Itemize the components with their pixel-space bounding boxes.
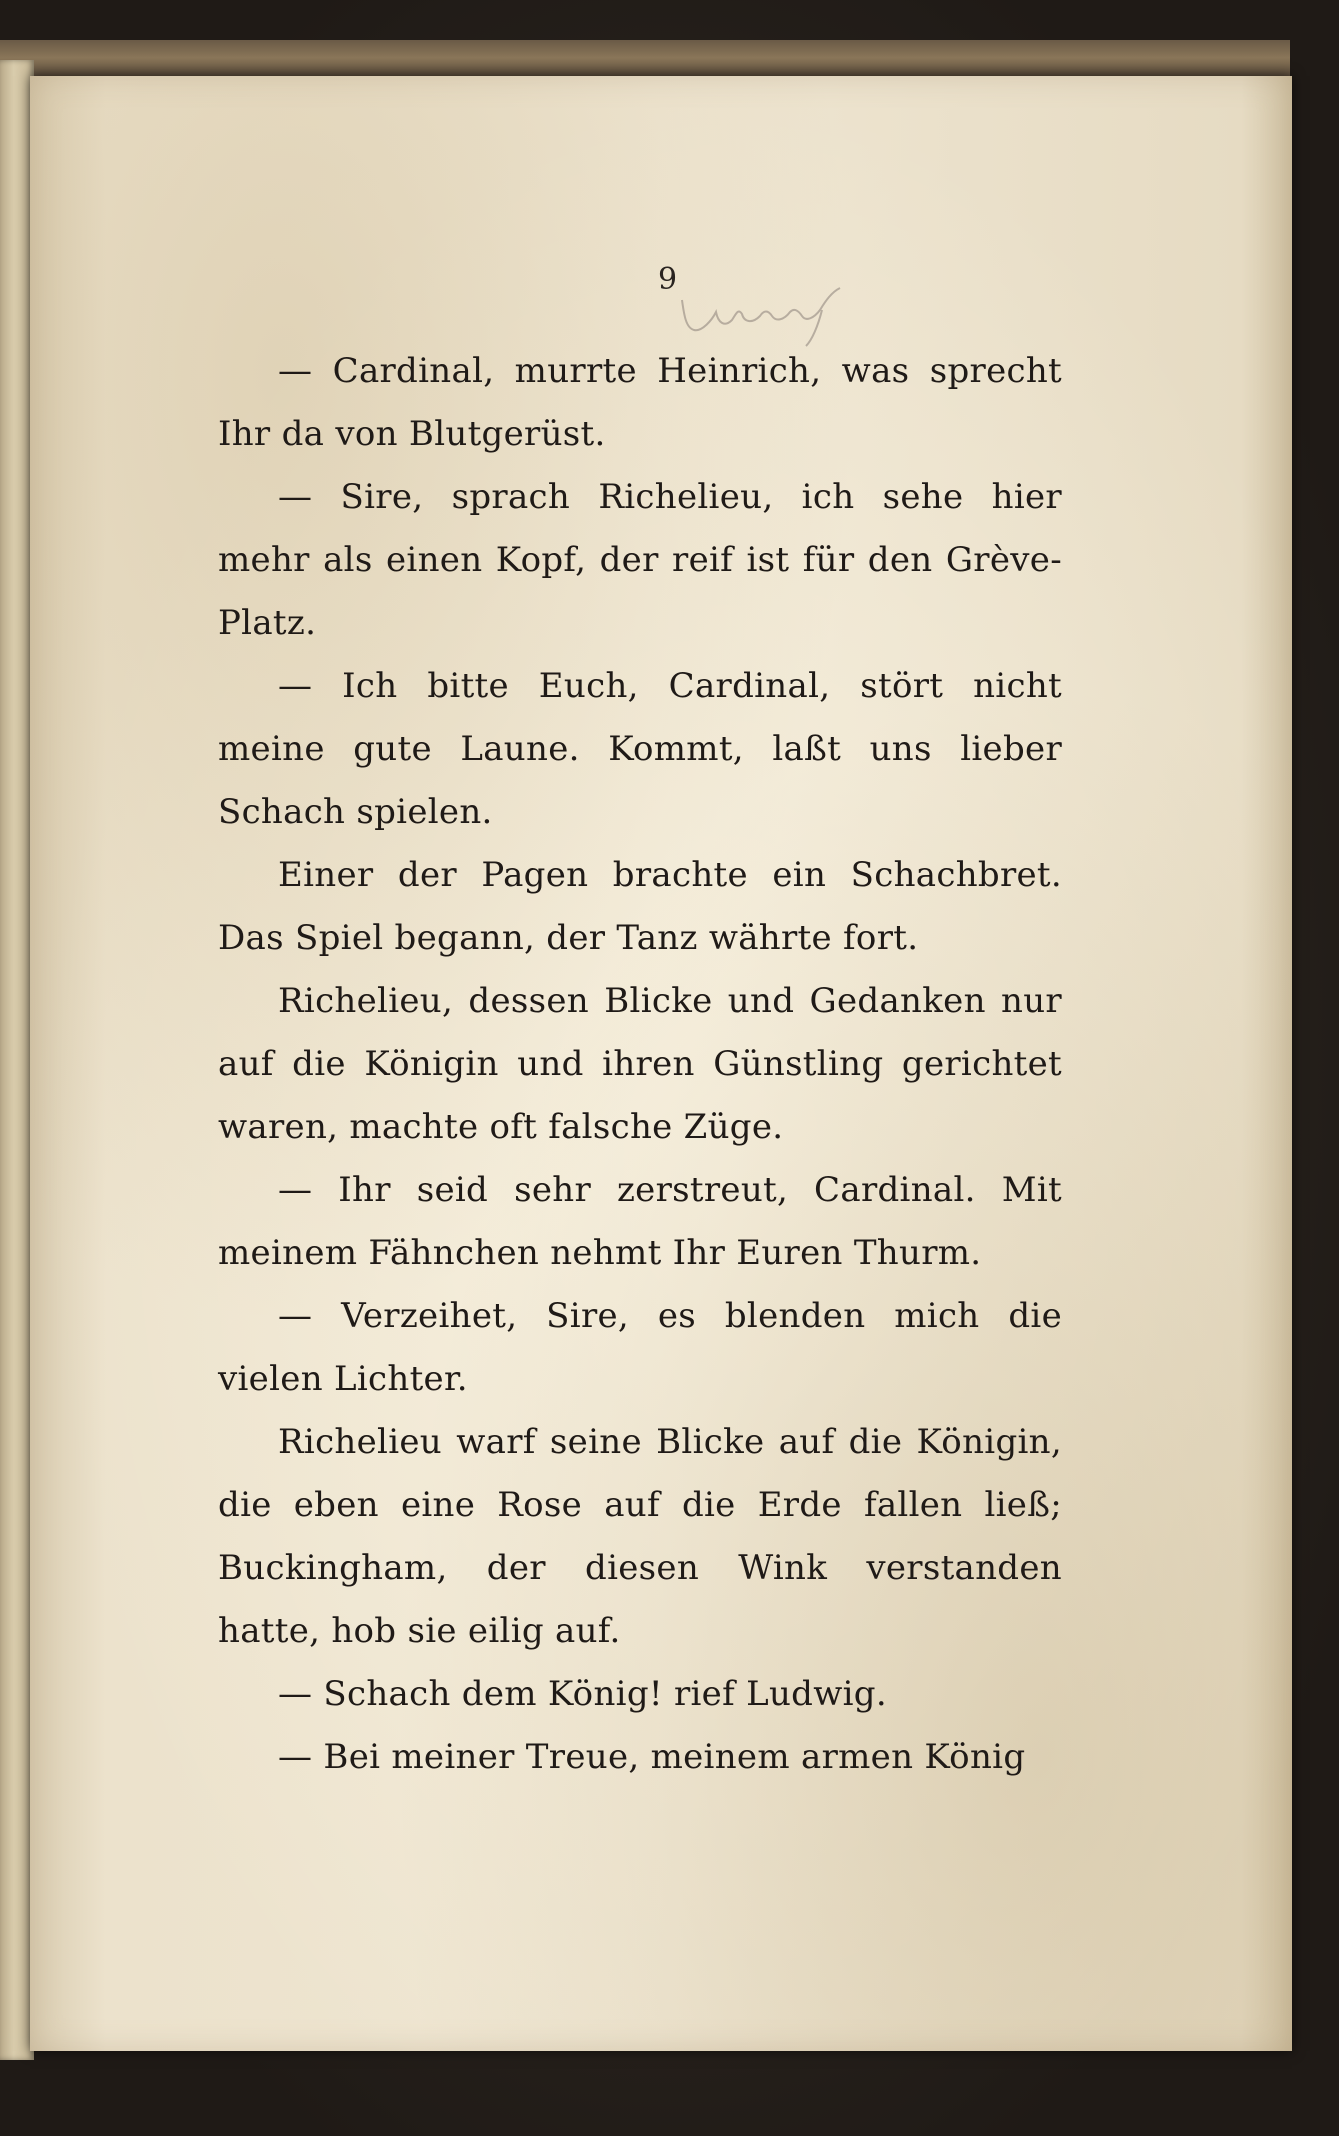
paragraph: — Ihr seid sehr zerstreut, Cardinal. Mit meinem Fähnchen nehmt Ihr Euren Thurm.	[218, 1170, 1062, 1273]
paragraph: — Bei meiner Treue, meinem armen König	[278, 1737, 1026, 1777]
page-number: 9	[657, 262, 678, 297]
book-top-edge	[0, 40, 1290, 76]
paragraph: Richelieu, dessen Blicke und Gedanken nur auf die Königin und ihren Günstling gerichtet waren, machte oft falsche Züge.	[218, 981, 1062, 1147]
paragraph: Richelieu warf seine Blicke auf die Königin, die eben eine Rose auf die Erde fallen ließ; Buckingham, der diesen Wink verstanden hatte, hob sie eilig auf.	[218, 1422, 1062, 1651]
paragraph: — Sire, sprach Richelieu, ich sehe hier mehr als einen Kopf, der reif ist für den Grève-Platz.	[218, 477, 1062, 643]
handwritten-annotation	[672, 270, 862, 350]
body-text	[218, 340, 1062, 1789]
paragraph: — Cardinal, murrte Heinrich, was sprecht Ihr da von Blutgerüst.	[218, 351, 1062, 454]
page-left-edge	[0, 60, 34, 2060]
paragraph: — Ich bitte Euch, Cardinal, stört nicht meine gute Laune. Kommt, laßt uns lieber Schach spielen.	[218, 666, 1062, 832]
paragraph: — Verzeihet, Sire, es blenden mich die vielen Lichter.	[218, 1296, 1062, 1399]
paragraph: — Schach dem König! rief Ludwig.	[278, 1674, 887, 1714]
paragraph: Einer der Pagen brachte ein Schachbret. Das Spiel begann, der Tanz währte fort.	[218, 855, 1062, 958]
